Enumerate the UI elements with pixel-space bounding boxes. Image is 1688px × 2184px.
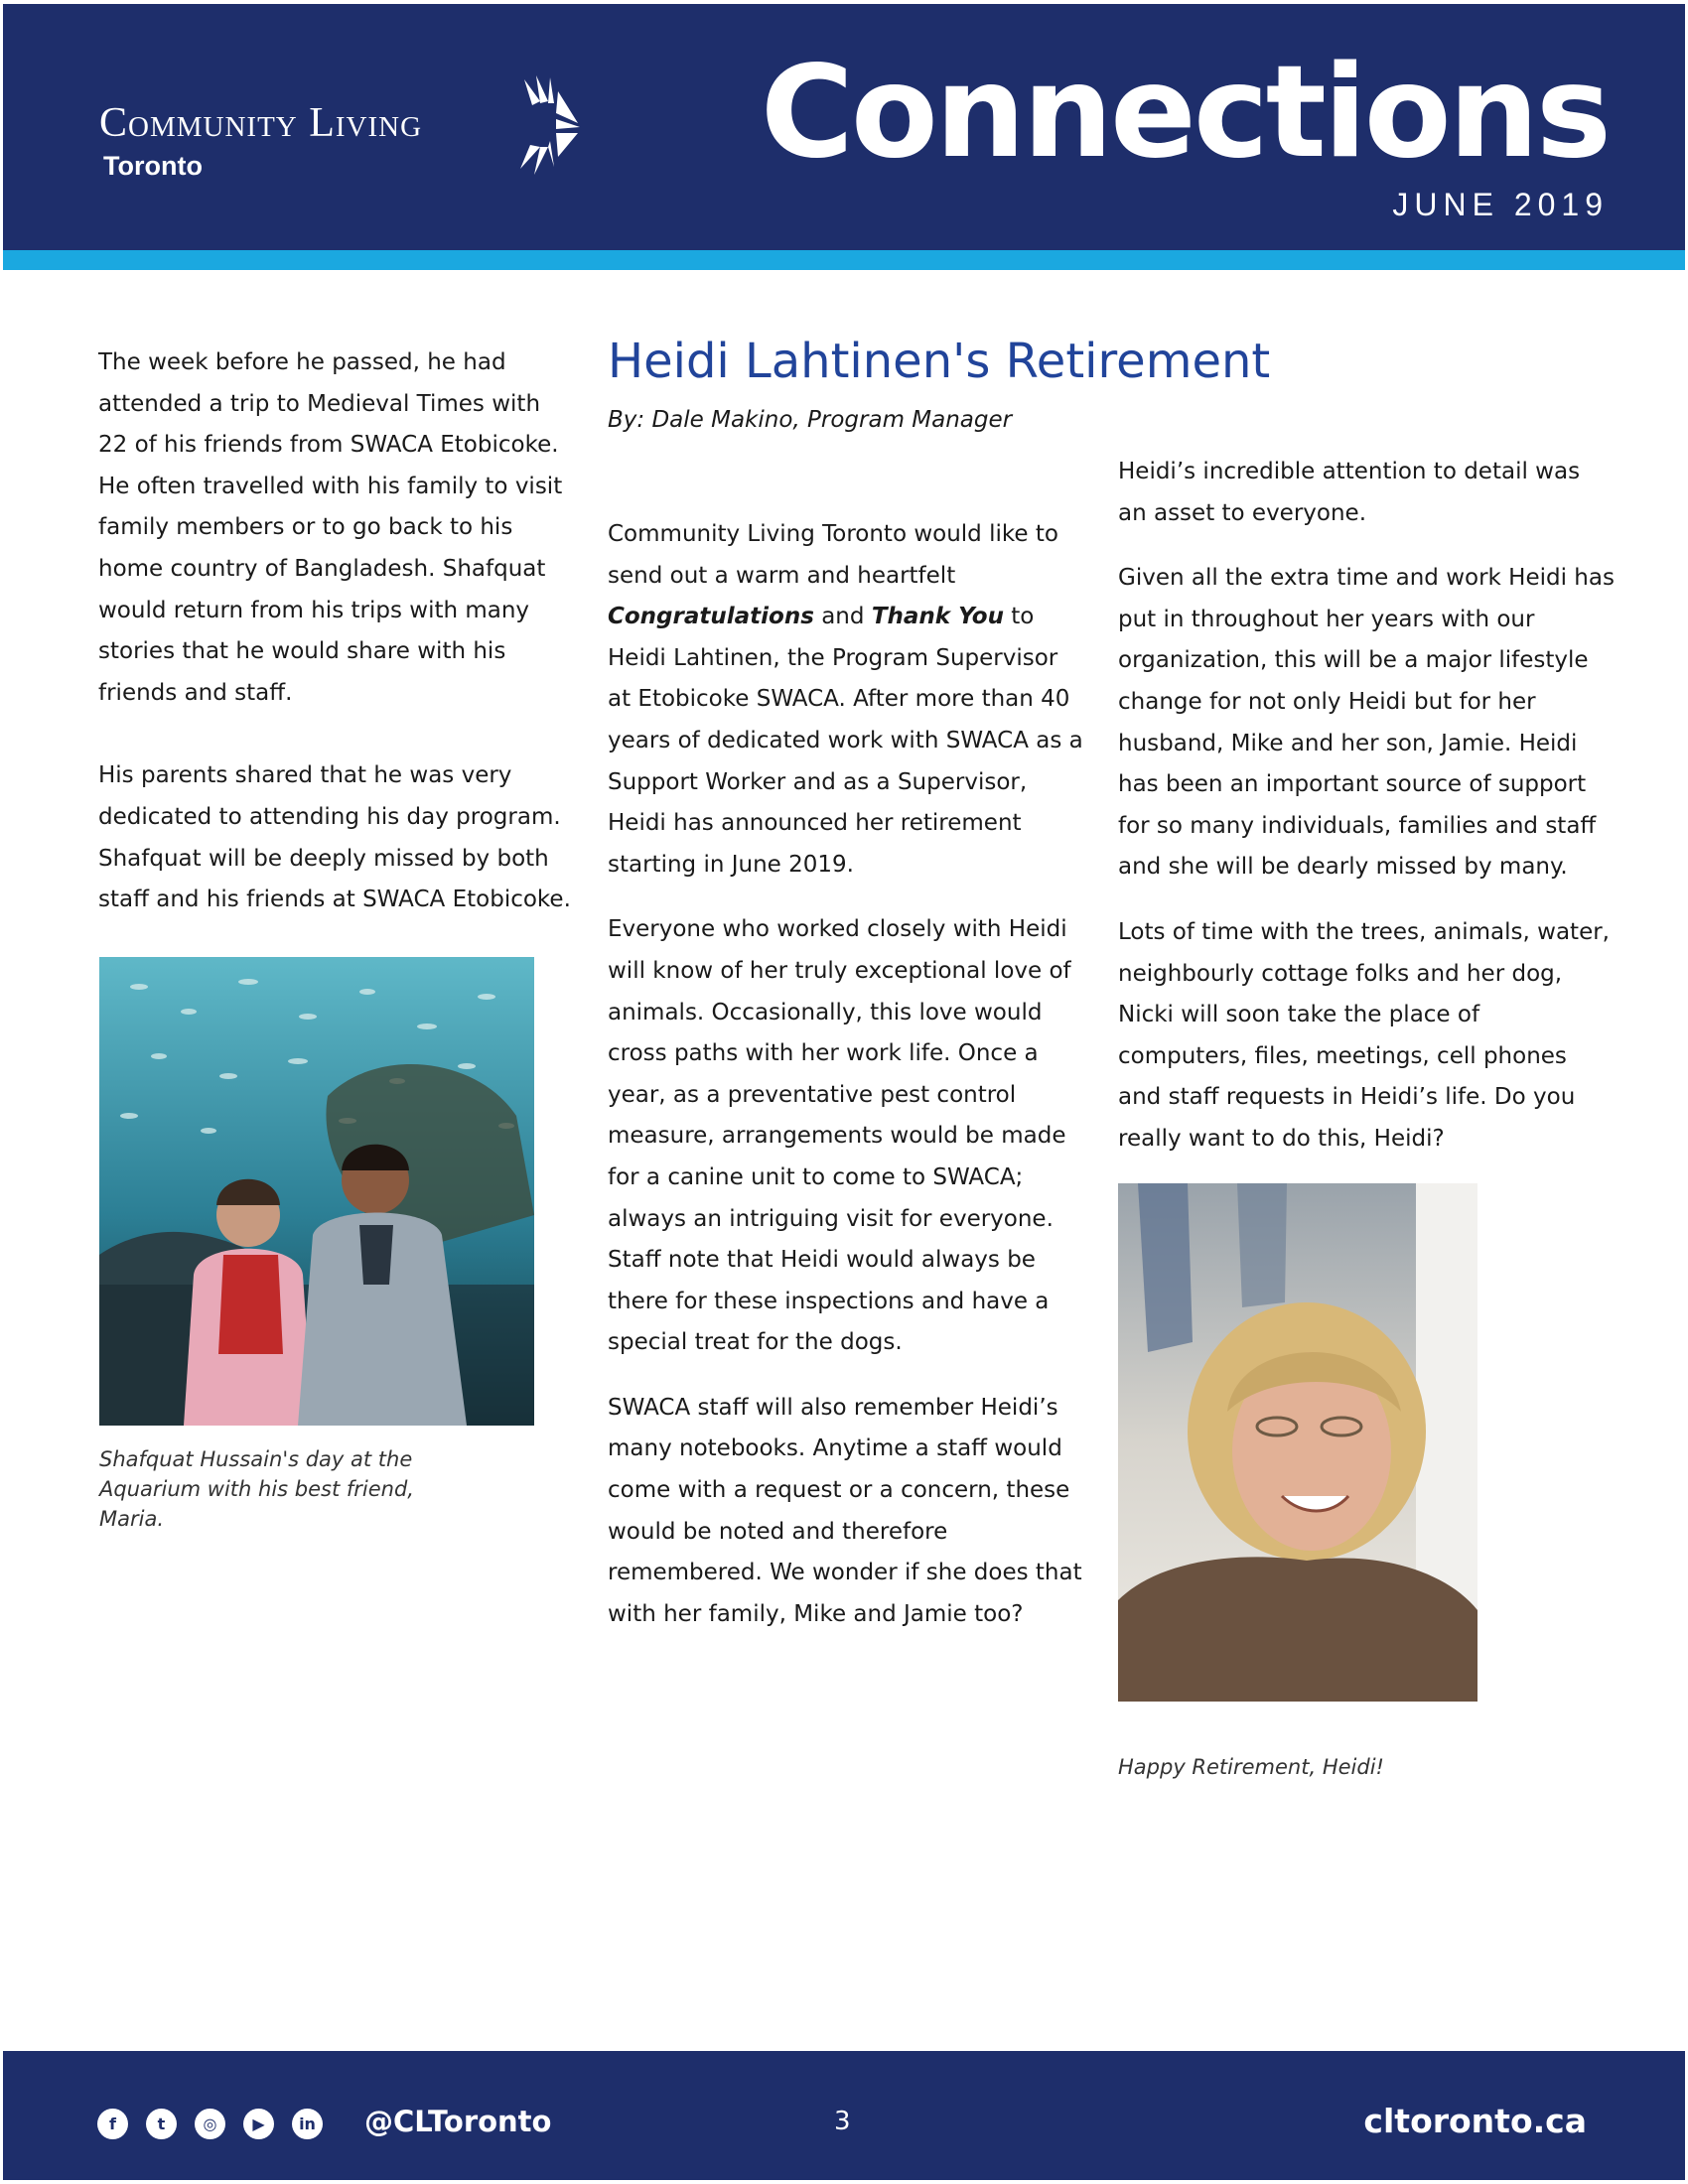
paragraph: Lots of time with the trees, animals, water, neighbourly cottage folks and her dog, Nicki will soon take the place of computers, files, meetings, cell phones and staff requests in Heidi’s life. Do you really want to do this, Heidi? <box>1118 918 1610 1152</box>
paragraph <box>608 514 1084 886</box>
youtube-icon[interactable]: ▶ <box>243 2109 274 2139</box>
left-column <box>98 342 575 945</box>
website-link[interactable]: cltoronto.ca <box>1363 2102 1587 2140</box>
social-handle[interactable]: @CLToronto <box>364 2105 552 2138</box>
instagram-icon[interactable]: ◎ <box>195 2109 225 2139</box>
heidi-photo-caption: Happy Retirement, Heidi! <box>1118 1755 1384 1779</box>
header-accent-stripe <box>3 250 1685 270</box>
paragraph: Everyone who worked closely with Heidi will know of her truly exceptional love of animals. Occasionally, this love would cross paths with her work life. Once a year, as a preventative pest control measure, arrangements would be made for a canine unit to come to SWACA; always an intriguing visit for everyone. Staff note that Heidi would always be there for these inspections and have a special treat for the dogs. <box>608 916 1071 1356</box>
social-icons <box>97 2109 323 2139</box>
logo-mark-icon <box>510 71 582 179</box>
article-byline: By: Dale Makino, Program Manager <box>608 407 1013 433</box>
paragraph-text: to Heidi Lahtinen, the Program Supervisor at Etobicoke SWACA. After more than 40 years of dedicated work with SWACA as a Support Worker and as a Supervisor, Heidi has announced her retirement starting in June 2019. <box>608 604 1083 878</box>
paragraph: The week before he passed, he had attended a trip to Medieval Times with 22 of his friends from SWACA Etobicoke. He often travelled with his family to visit family members or to go back to his home country of Bangladesh. Shafquat would return from his trips with many stories that he would share with his friends and staff. <box>98 349 563 706</box>
facebook-icon[interactable]: f <box>97 2109 128 2139</box>
article-column-middle <box>608 514 1084 1659</box>
heidi-portrait-photo <box>1118 1183 1477 1702</box>
organization-logo[interactable] <box>99 71 596 191</box>
paragraph: Given all the extra time and work Heidi has put in throughout her years with our organization, this will be a major lifestyle change for not only Heidi but for her husband, Mike and her son, Jamie. Heidi has been an important source of support for so many individuals, families and staff and she will be dearly missed by many. <box>1118 565 1615 881</box>
article-column-right <box>1118 452 1615 1184</box>
paragraph-text: and <box>813 604 872 630</box>
logo-city-name: Toronto <box>103 151 203 181</box>
emphasis-congratulations: Congratulations <box>608 604 814 630</box>
paragraph: SWACA staff will also remember Heidi’s many notebooks. Anytime a staff would come with a request or a concern, these would be noted and therefore remembered. We wonder if she does that with her family, Mike and Jamie too? <box>608 1394 1082 1627</box>
article-title: Heidi Lahtinen's Retirement <box>608 334 1271 389</box>
paragraph: Heidi’s incredible attention to detail was an asset to everyone. <box>1118 459 1581 526</box>
aquarium-photo-caption: Shafquat Hussain's day at the Aquarium with his best friend, Maria. <box>99 1447 414 1531</box>
paragraph: His parents shared that he was very dedicated to attending his day program. Shafquat will be deeply missed by both staff and his friends at SWACA Etobicoke. <box>98 762 571 913</box>
twitter-icon[interactable]: t <box>146 2109 177 2139</box>
issue-date: JUNE 2019 <box>1392 187 1609 222</box>
logo-org-name: Community Living <box>99 100 423 146</box>
page-number: 3 <box>834 2107 851 2136</box>
linkedin-icon[interactable]: in <box>292 2109 323 2139</box>
paragraph-text: Community Living Toronto would like to send out a warm and heartfelt <box>608 521 1058 589</box>
aquarium-photo <box>99 957 534 1426</box>
newsletter-masthead: Connections <box>760 39 1609 187</box>
emphasis-thank-you: Thank You <box>871 604 1004 630</box>
